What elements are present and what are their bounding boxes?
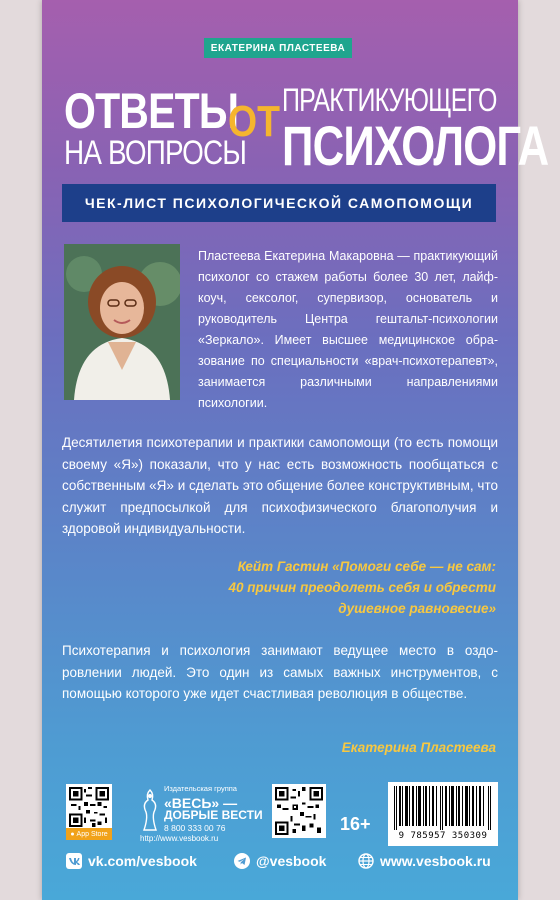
publisher-logo-icon [138,788,162,832]
app-store-label: App Store [76,830,108,838]
footer-telegram-link[interactable] [234,852,326,870]
publisher-name: «ВЕСЬ» — [164,795,238,811]
qr-code-app[interactable] [66,784,112,830]
vk-icon [66,853,82,869]
title-otvety: ОТВЕТЫ [64,83,239,139]
telegram-icon [234,853,250,869]
globe-icon [358,853,374,869]
publisher-phone: 8 800 333 00 76 [164,823,226,833]
quote-line-3: душевное равновесие» [338,601,496,616]
author-bio: Пластеева Екатерина Макаровна — практикующий психолог со стажем работы более 30 лет, лайф-коуч, сексолог, супервизор, основатель и руководитель Центра гештальт-психологии «Зеркало». Имеет высшее медицинское образование по специальности «врач-психотерапевт», занимается различными направлениями психологии. [198,249,498,410]
title-psihologa: ПСИХОЛОГА [282,114,549,177]
footer-telegram-label: @vesbook [256,853,327,869]
author-badge: ЕКАТЕРИНА ПЛАСТЕЕВА [204,38,352,58]
isbn-barcode [388,782,498,846]
footer-vk-link[interactable] [66,852,197,870]
title-praktikuyushchego: ПРАКТИКУЮЩЕГО [282,82,497,118]
quote-line-1: Кейт Гастин «Помоги себе — не сам: [237,559,496,574]
quote-line-2: 40 причин преодолеть себя и обрести [228,580,496,595]
isbn-number: 9 785957 350309 [398,831,488,841]
publisher-site[interactable]: http://www.vesbook.ru [140,834,219,843]
qr-code-icon [275,787,323,835]
publisher-group-label: Издательская группа [164,784,237,793]
description-paragraph-2: Психотерапия и психология занимают ведущее место в оздоровлении людей. Это один из самых важных инструментов, с помощью которого уже идет счастливая революция в обществе. [62,643,498,701]
footer-website-link[interactable] [358,852,491,870]
author-portrait-icon [64,244,180,400]
description-paragraph-1: Десятилетия психотерапии и практики самопомощи (то есть помощи своему «Я») показали, что у нас есть возможность пообщаться с собственным «Я» и сделать это общение более конструктивным, что служит предпосылкой для психофизического благополучия и здоровой индивидуальности. [62,435,498,536]
publisher-subname: ДОБРЫЕ ВЕСТИ [164,808,263,822]
apple-icon: ● [70,830,75,838]
qr-code-publisher[interactable] [272,784,326,838]
footer-vk-label: vk.com/vesbook [88,853,197,869]
author-signature: Екатерина Пластеева [341,740,496,755]
barcode-icon [394,786,492,830]
age-rating: 16+ [340,814,371,834]
title-ot: ОТ [228,97,280,146]
title-na-voprosy: НА ВОПРОСЫ [64,134,247,172]
quote [200,556,496,619]
footer-website-label: www.vesbook.ru [380,853,491,869]
subtitle-banner: ЧЕК-ЛИСТ ПСИХОЛОГИЧЕСКОЙ САМОПОМОЩИ [62,184,496,222]
qr-code-icon [69,787,109,827]
app-store-badge[interactable] [66,828,112,840]
author-photo [64,244,180,400]
